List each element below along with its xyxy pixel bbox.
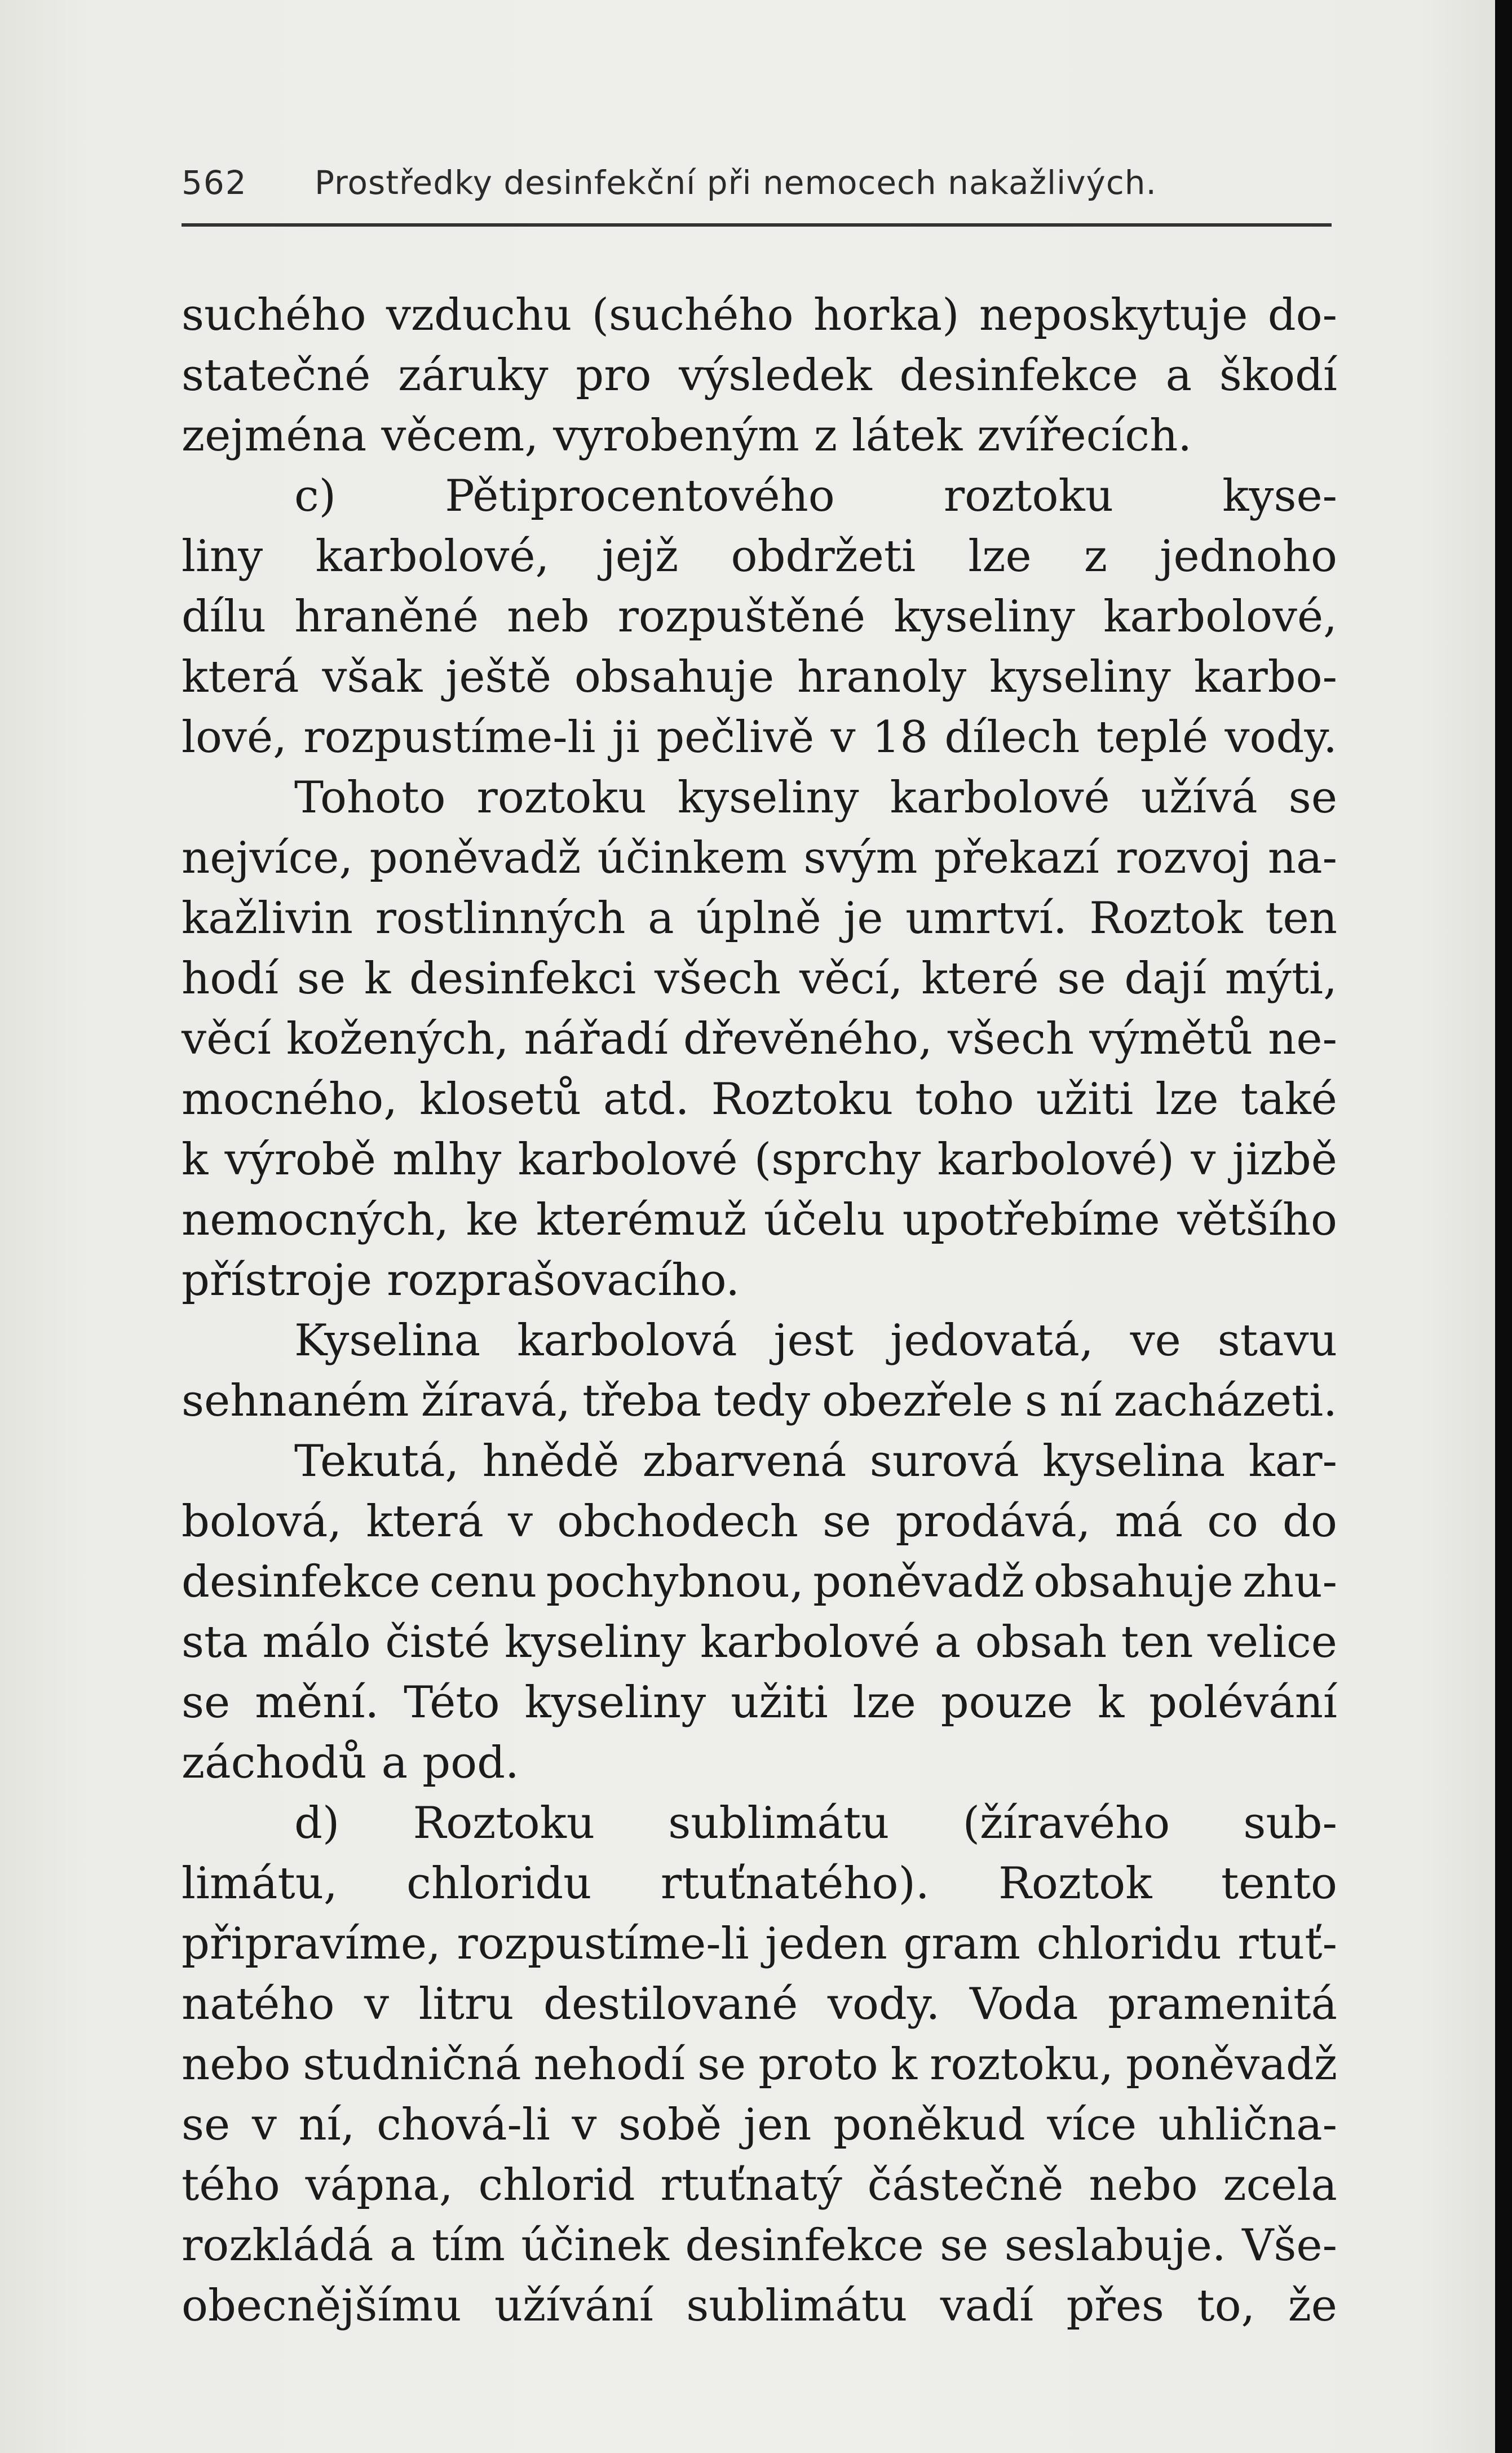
page-number: 562 bbox=[182, 163, 247, 202]
text-line: Tekutá, hnědě zbarvená surová kyselina kar- bbox=[294, 1436, 1337, 1487]
text-line: sehnaném žíravá, třeba tedy obezřele s ní zacházeti. bbox=[182, 1376, 1337, 1426]
text-line: liny karbolové, jejž obdržeti lze z jednoho bbox=[182, 531, 1337, 582]
text-line: Tohoto roztoku kyseliny karbolové užívá se bbox=[294, 772, 1337, 823]
text-line: lové, rozpustíme-li ji pečlivě v 18 dílech teplé vody. bbox=[182, 712, 1337, 763]
text-line: nejvíce, poněvadž účinkem svým překazí rozvoj na- bbox=[182, 833, 1337, 883]
text-line: nebo studničná nehodí se proto k roztoku, poněvadž bbox=[182, 2039, 1337, 2090]
text-line: k výrobě mlhy karbolové (sprchy karbolové) v jizbě bbox=[182, 1134, 1337, 1185]
text-line: věcí kožených, nářadí dřevěného, všech výmětů ne- bbox=[182, 1014, 1337, 1064]
text-line: obecnějšímu užívání sublimátu vadí přes to, že bbox=[182, 2280, 1337, 2331]
header-rule bbox=[182, 223, 1332, 227]
text-line: se mění. Této kyseliny užiti lze pouze k polévání bbox=[182, 1677, 1337, 1728]
text-line: přístroje rozprašovacího. bbox=[182, 1255, 740, 1306]
page-header bbox=[182, 159, 1319, 210]
running-title: Prostředky desinfekční při nemocech nakažlivých. bbox=[315, 163, 1157, 202]
text-line: která však ještě obsahuje hranoly kyseliny karbo- bbox=[182, 652, 1337, 702]
scan-edge bbox=[1495, 0, 1512, 2453]
text-line: dílu hraněné neb rozpuštěné kyseliny karbolové, bbox=[182, 591, 1337, 642]
body-text bbox=[182, 285, 1337, 2336]
text-line: d) Roztoku sublimátu (žíravého sub- bbox=[294, 1798, 1337, 1849]
text-line: natého v litru destilované vody. Voda pramenitá bbox=[182, 1979, 1337, 2030]
text-line: zejména věcem, vyrobeným z látek zvířecích. bbox=[182, 410, 1192, 461]
text-line: rozkládá a tím účinek desinfekce se seslabuje. Vše- bbox=[182, 2220, 1337, 2271]
text-line: záchodů a pod. bbox=[182, 1738, 519, 1788]
text-line: připravíme, rozpustíme-li jeden gram chloridu rtuť- bbox=[182, 1919, 1337, 1969]
text-line: nemocných, ke kterémuž účelu upotřebíme většího bbox=[182, 1195, 1337, 1245]
text-line: statečné záruky pro výsledek desinfekce a škodí bbox=[182, 350, 1337, 401]
text-line: c) Pětiprocentového roztoku kyse- bbox=[294, 471, 1337, 521]
text-line: tého vápna, chlorid rtuťnatý částečně nebo zcela bbox=[182, 2160, 1337, 2211]
text-line: suchého vzduchu (suchého horka) neposkytuje do- bbox=[182, 290, 1337, 341]
text-line: hodí se k desinfekci všech věcí, které se dají mýti, bbox=[182, 953, 1337, 1004]
text-line: limátu, chloridu rtuťnatého). Roztok tento bbox=[182, 1858, 1337, 1909]
text-line: desinfekce cenu pochybnou, poněvadž obsahuje zhu- bbox=[182, 1557, 1337, 1607]
text-line: bolová, která v obchodech se prodává, má co do bbox=[182, 1496, 1337, 1547]
text-line: kažlivin rostlinných a úplně je umrtví. Roztok ten bbox=[182, 893, 1337, 944]
text-line: Kyselina karbolová jest jedovatá, ve stavu bbox=[294, 1315, 1337, 1366]
text-line: mocného, klosetů atd. Roztoku toho užiti lze také bbox=[182, 1074, 1337, 1125]
text-line: se v ní, chová-li v sobě jen poněkud více uhlična- bbox=[182, 2100, 1337, 2150]
text-line: sta málo čisté kyseliny karbolové a obsah ten velice bbox=[182, 1617, 1337, 1668]
